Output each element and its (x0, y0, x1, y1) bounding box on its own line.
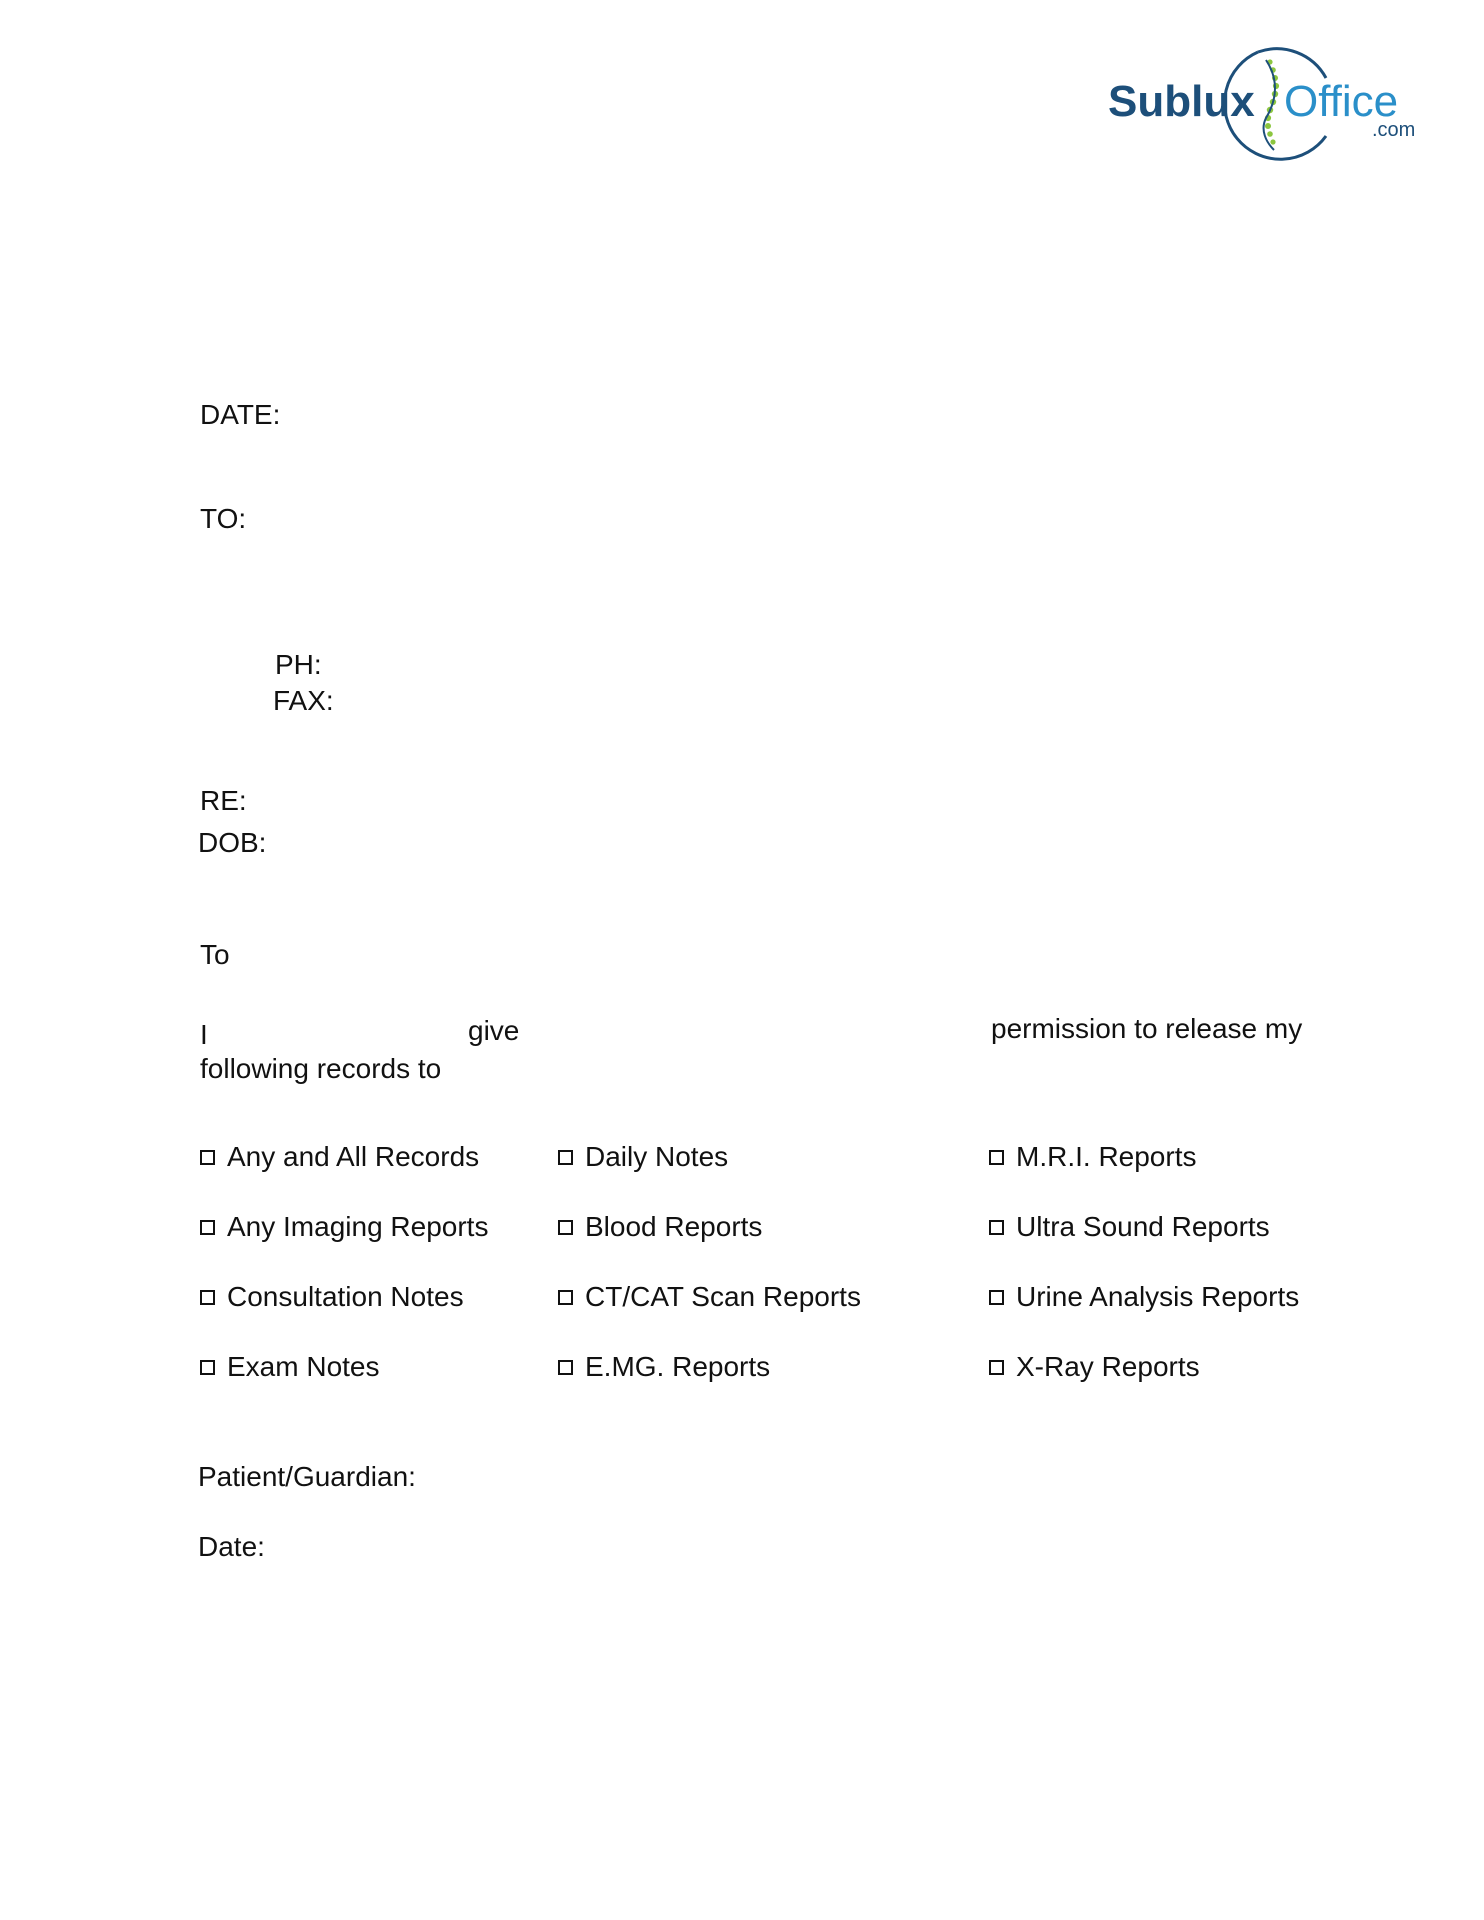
record-option-label: Daily Notes (585, 1141, 729, 1172)
permission-text-release: permission to release my (991, 1013, 1303, 1044)
permission-text-following: following records to (200, 1053, 442, 1084)
footer-date-label: Date: (198, 1531, 265, 1562)
logo-brand-right: Office (1284, 77, 1399, 126)
checkbox-icon[interactable] (200, 1150, 215, 1165)
record-option-label: Exam Notes (227, 1351, 380, 1382)
re-label: RE: (200, 785, 247, 816)
checkbox-icon[interactable] (200, 1360, 215, 1375)
sublux-office-logo (1108, 38, 1428, 170)
checkbox-icon[interactable] (989, 1220, 1004, 1235)
record-option-label: Blood Reports (585, 1211, 763, 1242)
record-option-label: M.R.I. Reports (1016, 1141, 1197, 1172)
record-option[interactable] (558, 1210, 762, 1244)
record-option[interactable] (558, 1350, 770, 1384)
record-option[interactable] (200, 1210, 488, 1244)
checkbox-icon[interactable] (989, 1150, 1004, 1165)
record-option-label: Ultra Sound Reports (1016, 1211, 1270, 1242)
checkbox-icon[interactable] (200, 1290, 215, 1305)
record-option[interactable] (989, 1210, 1270, 1244)
record-option[interactable] (200, 1280, 464, 1314)
permission-text-i: I (200, 1019, 208, 1050)
date-label: DATE: (200, 399, 281, 430)
record-option[interactable] (989, 1350, 1200, 1384)
record-option[interactable] (200, 1350, 380, 1384)
phone-label: PH: (275, 649, 322, 680)
record-option-label: Urine Analysis Reports (1016, 1281, 1300, 1312)
salutation: To (200, 939, 230, 970)
dob-label: DOB: (198, 827, 267, 858)
checkbox-icon[interactable] (989, 1290, 1004, 1305)
patient-guardian-label: Patient/Guardian: (198, 1461, 416, 1492)
fax-label: FAX: (273, 685, 334, 716)
checkbox-icon[interactable] (558, 1290, 573, 1305)
record-option-label: CT/CAT Scan Reports (585, 1281, 861, 1312)
record-option-label: Any Imaging Reports (227, 1211, 489, 1242)
checkbox-icon[interactable] (558, 1360, 573, 1375)
checkbox-icon[interactable] (200, 1220, 215, 1235)
record-option[interactable] (558, 1280, 861, 1314)
logo-brand-suffix: .com (1372, 119, 1416, 141)
record-option[interactable] (989, 1140, 1196, 1174)
record-option[interactable] (989, 1280, 1299, 1314)
record-option-label: X-Ray Reports (1016, 1351, 1200, 1382)
record-option-label: Consultation Notes (227, 1281, 464, 1312)
record-option-label: Any and All Records (227, 1141, 480, 1172)
logo-brand-left: Sublux (1108, 77, 1255, 126)
record-option-label: E.MG. Reports (585, 1351, 771, 1382)
record-option[interactable] (558, 1140, 728, 1174)
checkbox-icon[interactable] (558, 1220, 573, 1235)
checkbox-icon[interactable] (558, 1150, 573, 1165)
to-label: TO: (200, 503, 247, 534)
checkbox-icon[interactable] (989, 1360, 1004, 1375)
permission-text-give: give (468, 1015, 520, 1046)
record-option[interactable] (200, 1140, 479, 1174)
